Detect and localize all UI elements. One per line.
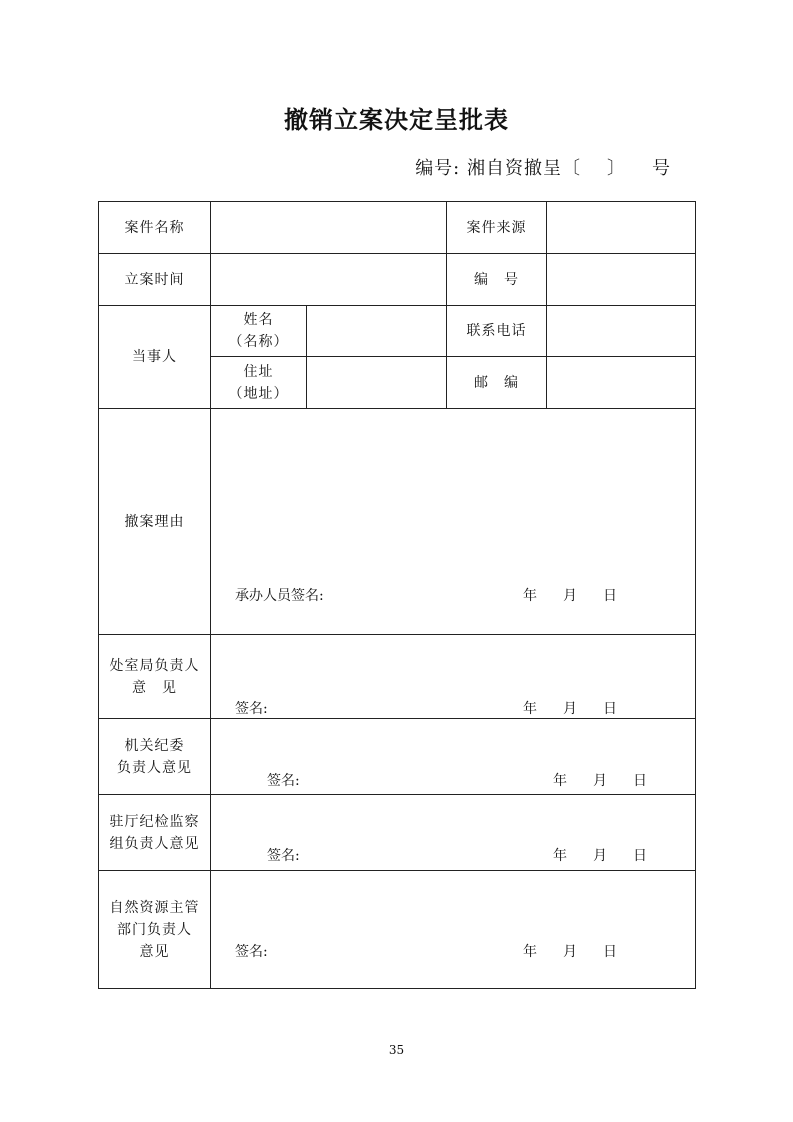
inspection-label bbox=[99, 795, 211, 871]
name-label-line1: 姓名 bbox=[243, 312, 274, 328]
party-label: 当事人 bbox=[99, 306, 211, 409]
office-head-label-line2: 意 见 bbox=[132, 679, 177, 696]
postcode-field[interactable] bbox=[547, 357, 696, 409]
inspection-label-line2: 组负责人意见 bbox=[109, 835, 200, 852]
row-dept-head bbox=[99, 871, 696, 989]
dept-head-date-day: 日 bbox=[603, 944, 617, 960]
reason-date-day: 日 bbox=[603, 588, 617, 604]
doc-number-label: 编号: bbox=[415, 158, 461, 179]
dept-head-date-month: 月 bbox=[563, 944, 577, 960]
office-head-label-line1: 处室局负责人 bbox=[109, 657, 200, 674]
dept-head-label-line3: 意见 bbox=[139, 943, 170, 960]
discipline-label bbox=[99, 719, 211, 795]
dept-head-sign-label: 签名: bbox=[235, 944, 268, 960]
name-label-line2: （名称） bbox=[228, 334, 289, 350]
discipline-date-year: 年 bbox=[553, 773, 567, 789]
dept-head-label-line1: 自然资源主管 bbox=[109, 899, 200, 916]
doc-number-suffix: 号 bbox=[652, 158, 671, 179]
filing-time-field[interactable] bbox=[211, 254, 447, 306]
address-label bbox=[211, 357, 307, 409]
case-name-label: 案件名称 bbox=[99, 202, 211, 254]
row-filing-time bbox=[99, 254, 696, 306]
doc-number-prefix: 湘自资撤呈 bbox=[467, 158, 562, 179]
dept-head-date-year: 年 bbox=[523, 944, 537, 960]
address-label-line2: （地址） bbox=[228, 385, 289, 402]
inspection-date-month: 月 bbox=[593, 848, 607, 864]
office-head-sign-label: 签名: bbox=[235, 701, 268, 717]
contact-phone-field[interactable] bbox=[547, 306, 696, 357]
reason-date-month: 月 bbox=[563, 588, 577, 604]
reason-field[interactable] bbox=[211, 409, 696, 635]
name-field[interactable] bbox=[307, 306, 447, 357]
doc-number-bracket-open: 〔 bbox=[562, 158, 581, 179]
approval-form-table bbox=[98, 201, 696, 989]
office-head-label bbox=[99, 635, 211, 719]
row-discipline bbox=[99, 719, 696, 795]
dept-head-label bbox=[99, 871, 211, 989]
office-head-date-year: 年 bbox=[523, 701, 537, 717]
discipline-date-month: 月 bbox=[593, 773, 607, 789]
filing-time-label: 立案时间 bbox=[99, 254, 211, 306]
form-title: 撤销立案决定呈批表 bbox=[284, 105, 509, 134]
reason-date-year: 年 bbox=[523, 588, 537, 604]
address-field[interactable] bbox=[307, 357, 447, 409]
document-number bbox=[415, 154, 671, 180]
row-reason bbox=[99, 409, 696, 635]
page-number: 35 bbox=[388, 1043, 405, 1057]
case-source-field[interactable] bbox=[547, 202, 696, 254]
handler-sign-label: 承办人员签名: bbox=[235, 588, 324, 604]
doc-number-bracket-close: 〕 bbox=[607, 158, 626, 179]
inspection-date-day: 日 bbox=[633, 848, 647, 864]
row-party-name bbox=[99, 306, 696, 357]
office-head-date-month: 月 bbox=[563, 701, 577, 717]
row-case-name bbox=[99, 202, 696, 254]
office-head-opinion-field[interactable] bbox=[211, 635, 696, 719]
inspection-date-year: 年 bbox=[553, 848, 567, 864]
name-label bbox=[211, 306, 307, 357]
discipline-label-line1: 机关纪委 bbox=[124, 737, 185, 754]
case-source-label: 案件来源 bbox=[447, 202, 547, 254]
office-head-date-day: 日 bbox=[603, 701, 617, 717]
discipline-label-line2: 负责人意见 bbox=[117, 759, 192, 776]
address-label-line1: 住址 bbox=[243, 363, 274, 380]
discipline-date-day: 日 bbox=[633, 773, 647, 789]
case-name-field[interactable] bbox=[211, 202, 447, 254]
inspection-sign-label: 签名: bbox=[267, 848, 300, 864]
number-label: 编 号 bbox=[447, 254, 547, 306]
discipline-opinion-field[interactable] bbox=[211, 719, 696, 795]
postcode-label: 邮 编 bbox=[447, 357, 547, 409]
discipline-sign-label: 签名: bbox=[267, 773, 300, 789]
contact-phone-label: 联系电话 bbox=[447, 306, 547, 357]
inspection-opinion-field[interactable] bbox=[211, 795, 696, 871]
number-field[interactable] bbox=[547, 254, 696, 306]
row-inspection bbox=[99, 795, 696, 871]
dept-head-opinion-field[interactable] bbox=[211, 871, 696, 989]
row-office-head bbox=[99, 635, 696, 719]
dept-head-label-line2: 部门负责人 bbox=[117, 921, 192, 938]
reason-label: 撤案理由 bbox=[99, 409, 211, 635]
inspection-label-line1: 驻厅纪检监察 bbox=[109, 813, 200, 830]
